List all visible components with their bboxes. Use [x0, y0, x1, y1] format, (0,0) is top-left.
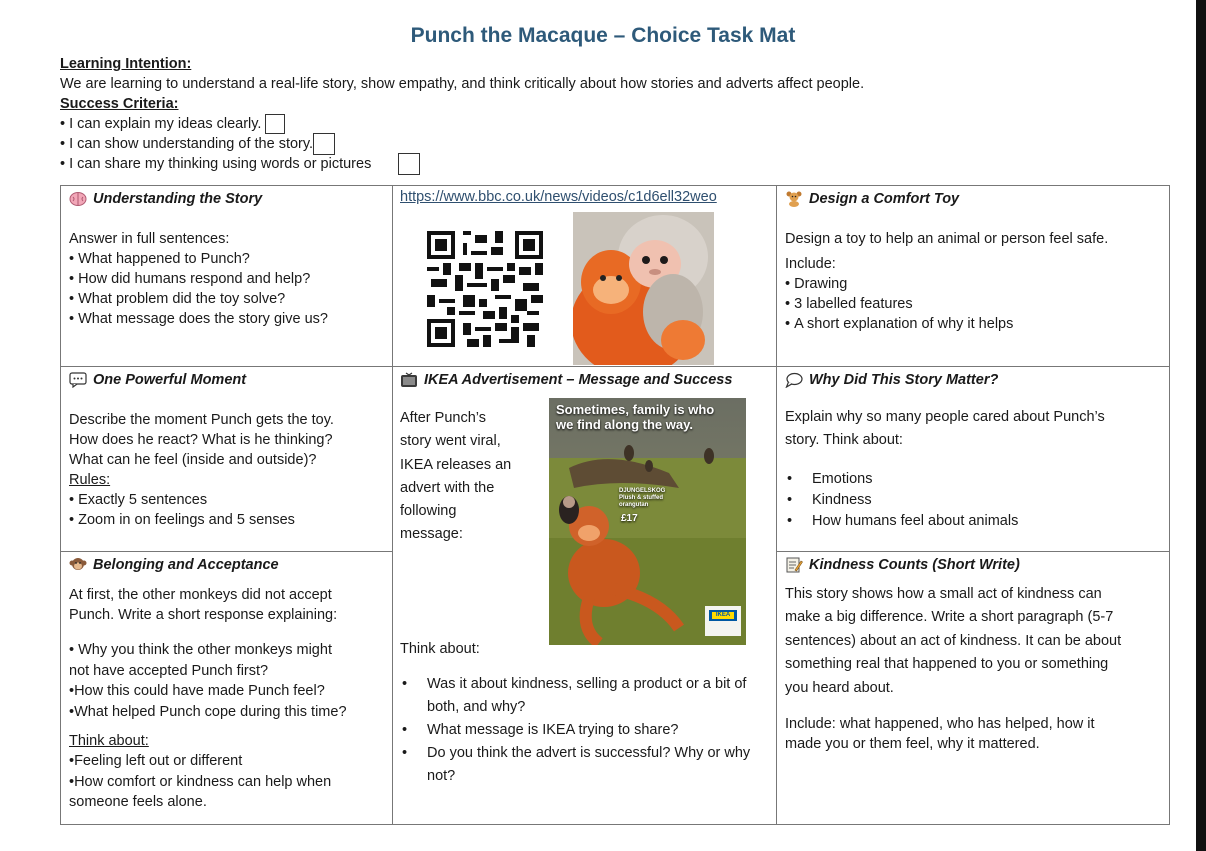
- brain-icon: [69, 191, 87, 207]
- why-matter-list: [785, 469, 1165, 532]
- grid-line: [776, 185, 777, 825]
- kindness-include: [785, 714, 1165, 754]
- criterion-checkbox[interactable]: [398, 153, 420, 175]
- grid-line: [60, 551, 393, 552]
- cell-title: One Powerful Moment: [93, 372, 247, 388]
- criterion-text: • I can share my thinking using words or pictures: [60, 156, 372, 172]
- ikea-advert-image: [549, 398, 746, 645]
- qr-code[interactable]: [426, 231, 544, 347]
- advert-product-line: Plush & stuffed: [619, 495, 664, 501]
- list-item: • What problem did the toy solve?: [69, 289, 387, 309]
- cell-heading: [69, 188, 387, 210]
- cell-title: Design a Comfort Toy: [809, 191, 960, 207]
- list-item: • Do you think the advert is successful? Why or why not?: [400, 742, 772, 788]
- text-line: • Why you think the other monkeys might: [69, 642, 332, 658]
- list-item: • A short explanation of why it helps: [785, 314, 1165, 334]
- text-line: message:: [400, 526, 463, 543]
- think-about-list: [400, 673, 772, 788]
- list-item: • How did humans respond and help?: [69, 269, 387, 289]
- tv-icon: [400, 372, 418, 388]
- page-title: Punch the Macaque – Choice Task Mat: [410, 24, 796, 47]
- text-line: At first, the other monkeys did not accept: [69, 587, 332, 603]
- cell-title: Understanding the Story: [93, 191, 263, 207]
- rules-label: Rules:: [69, 472, 111, 488]
- belonging-think-points: [69, 751, 389, 813]
- text-line: something real that happened to you or something: [785, 656, 1109, 673]
- learning-intention-text: We are learning to understand a real-life story, show empathy, and think critically about how stories and adverts affect people.: [60, 76, 865, 92]
- kindness-cell: [785, 554, 1165, 754]
- ikea-think-about: [400, 639, 772, 788]
- text-line: Punch. Write a short response explaining:: [69, 607, 338, 623]
- list-item: • What happened to Punch?: [69, 249, 387, 269]
- grid-line: [1169, 185, 1170, 825]
- belonging-points: [69, 640, 389, 722]
- criterion-3: [60, 154, 1160, 174]
- text-line: Describe the moment Punch gets the toy.: [69, 412, 334, 428]
- task-grid: [60, 185, 1170, 825]
- cell-heading: [69, 554, 389, 576]
- grid-line: [60, 185, 61, 825]
- cell-heading: [400, 369, 772, 391]
- advert-caption-line: we find along the way.: [556, 417, 693, 432]
- ikea-logo: IKEA: [715, 612, 731, 618]
- rules-list: [69, 490, 387, 530]
- text-line: make a big difference. Write a short paragraph (5-7: [785, 609, 1114, 626]
- criterion-2: [60, 134, 1160, 154]
- list-item: • How humans feel about animals: [785, 511, 1165, 532]
- grid-line: [777, 551, 1170, 552]
- cell-heading: [785, 369, 1165, 391]
- understanding-story-cell: [69, 188, 387, 329]
- text-line: •How comfort or kindness can help when: [69, 773, 332, 790]
- list-item: • What message is IKEA trying to share?: [400, 719, 772, 742]
- cell-heading: [785, 554, 1165, 576]
- grid-line: [60, 366, 1170, 367]
- text-line: •What helped Punch cope during this time?: [69, 703, 347, 720]
- advert-product-line: orangutan: [619, 502, 649, 508]
- list-item: • Was it about kindness, selling a product or a bit of both, and why?: [400, 673, 772, 719]
- list-item: • Drawing: [785, 274, 1165, 294]
- text-line: What can he feel (inside and outside)?: [69, 452, 317, 468]
- advert-product-text: [619, 488, 665, 509]
- chat-bubble-icon: [785, 372, 803, 388]
- cell-heading: [69, 369, 387, 391]
- text-line: •How this could have made Punch feel?: [69, 683, 325, 699]
- learning-intention-heading: Learning Intention:: [60, 56, 192, 72]
- cell-title: Why Did This Story Matter?: [809, 372, 999, 388]
- advert-caption: [556, 402, 741, 432]
- kindness-text: [785, 583, 1165, 700]
- text-line: not have accepted Punch first?: [69, 662, 269, 679]
- cell-heading: [785, 188, 1165, 210]
- page-edge: [1196, 0, 1206, 851]
- teddy-bear-icon: [785, 191, 803, 207]
- include-list: [785, 274, 1165, 334]
- text-line: sentences) about an act of kindness. It can be about: [785, 632, 1122, 649]
- cell-intro: Design a toy to help an animal or person feel safe.: [785, 231, 1109, 247]
- list-item: • Zoom in on feelings and 5 senses: [69, 510, 387, 530]
- text-line: After Punch’s: [400, 410, 486, 426]
- why-matter-text: [785, 406, 1165, 452]
- list-item: • What message does the story give us?: [69, 309, 387, 329]
- text-line: How does he react? What is he thinking?: [69, 432, 333, 448]
- criterion-checkbox[interactable]: [265, 114, 285, 134]
- list-item: • Emotions: [785, 469, 1165, 490]
- text-line: someone feels alone.: [69, 794, 207, 810]
- list-item: • 3 labelled features: [785, 294, 1165, 314]
- list-item: • Exactly 5 sentences: [69, 490, 387, 510]
- text-line: Explain why so many people cared about Punch’s: [785, 409, 1105, 425]
- text-line: This story shows how a small act of kindness can: [785, 586, 1102, 602]
- monkey-icon: [69, 557, 87, 573]
- criterion-checkbox[interactable]: [313, 133, 335, 155]
- cell-intro: Answer in full sentences:: [69, 231, 230, 247]
- why-matter-cell: [785, 369, 1165, 532]
- cell-title: IKEA Advertisement – Message and Success: [424, 372, 733, 388]
- success-criteria-heading: Success Criteria:: [60, 96, 179, 112]
- text-line: story. Think about:: [785, 432, 903, 448]
- belonging-intro: [69, 585, 389, 625]
- cell-title: Kindness Counts (Short Write): [809, 557, 1020, 573]
- intro-section: [60, 54, 1160, 174]
- list-item: • Kindness: [785, 490, 1165, 511]
- advert-caption-line: Sometimes, family is who: [556, 402, 715, 417]
- criterion-1: [60, 114, 1160, 134]
- think-about-label: Think about:: [69, 733, 149, 749]
- belonging-cell: [69, 554, 389, 813]
- text-line: you heard about.: [785, 679, 894, 696]
- advert-price: £17: [621, 513, 638, 524]
- text-line: IKEA releases an: [400, 456, 512, 473]
- powerful-moment-cell: [69, 369, 387, 530]
- memo-icon: [785, 557, 803, 573]
- comfort-toy-cell: [785, 188, 1165, 334]
- include-label: Include:: [785, 256, 836, 272]
- text-line: made you or them feel, why it mattered.: [785, 736, 1040, 753]
- text-line: •Feeling left out or different: [69, 753, 243, 769]
- grid-line: [60, 824, 1170, 825]
- text-line: advert with the: [400, 479, 495, 496]
- video-link[interactable]: https://www.bbc.co.uk/news/videos/c1d6ell32weo: [400, 189, 717, 205]
- advert-product-line: DJUNGELSKOG: [619, 488, 666, 494]
- question-list: [69, 249, 387, 329]
- grid-line: [60, 185, 1170, 186]
- text-line: following: [400, 503, 457, 520]
- media-cell: [400, 187, 772, 207]
- grid-line: [392, 185, 393, 825]
- think-about-label: Think about:: [400, 641, 480, 657]
- criterion-text: • I can show understanding of the story.: [60, 136, 314, 152]
- criterion-text: • I can explain my ideas clearly.: [60, 116, 262, 132]
- speech-bubble-icon: [69, 372, 87, 388]
- text-line: Include: what happened, who has helped, how it: [785, 716, 1095, 733]
- text-line: story went viral,: [400, 433, 501, 450]
- cell-title: Belonging and Acceptance: [93, 557, 279, 573]
- punch-photo: [573, 212, 714, 365]
